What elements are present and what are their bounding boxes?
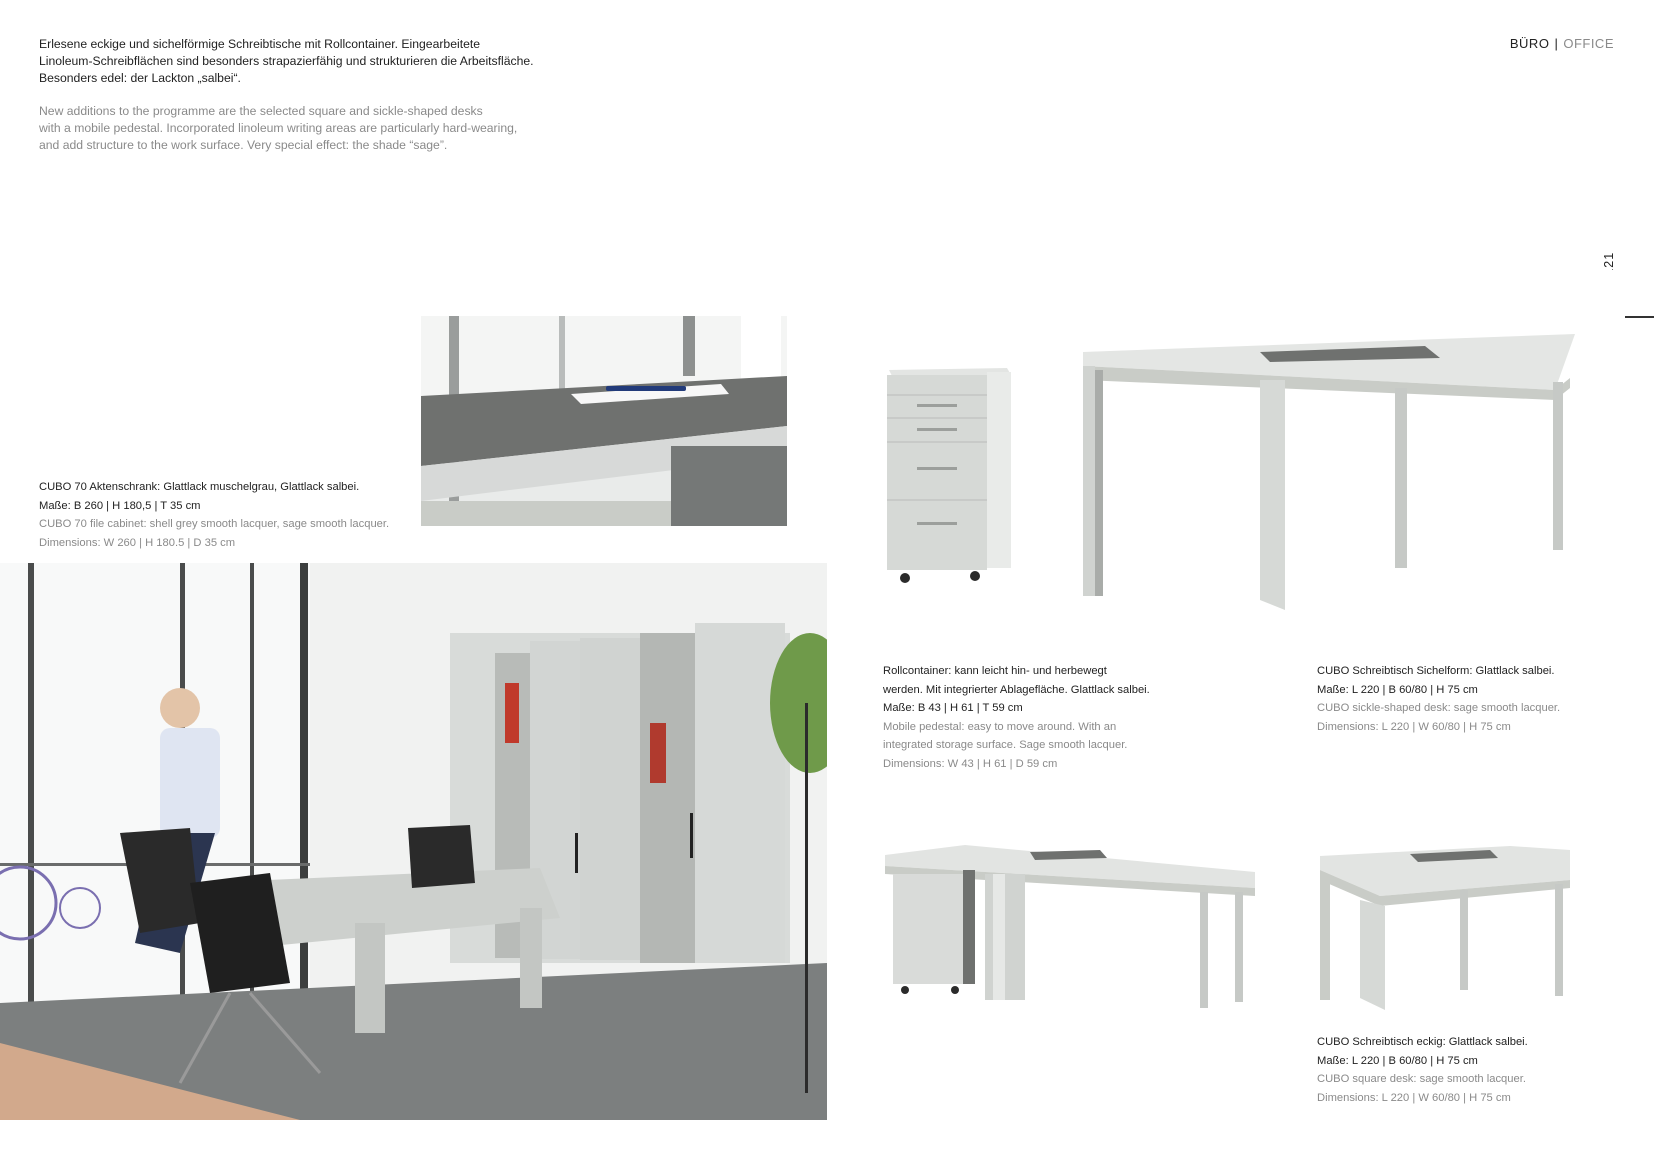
caption-sickle-dims-de: Maße: L 220 | B 60/80 | H 75 cm (1317, 683, 1478, 696)
desk-detail-photo (421, 316, 787, 526)
intro-de-line: Linoleum-Schreibflächen sind besonders strapazierfähig und strukturieren die Arbeitsfläche. (39, 54, 534, 68)
section-label-en: OFFICE (1563, 36, 1614, 51)
caption-pedestal-line1-en: Mobile pedestal: easy to move around. With an (883, 720, 1117, 733)
intro-de-line: Besonders edel: der Lackton „salbei“. (39, 71, 241, 85)
section-separator: | (1554, 36, 1559, 51)
section-label-de: BÜRO (1509, 36, 1550, 51)
mobile-pedestal-illustration (887, 368, 1011, 583)
caption-square-desk (1317, 1033, 1528, 1107)
intro-en-line: New additions to the programme are the selected square and sickle-shaped desks (39, 104, 483, 118)
intro-text-en (39, 103, 559, 154)
caption-pedestal-dims-en: Dimensions: W 43 | H 61 | D 59 cm (883, 757, 1058, 770)
caption-cabinet-dims-en: Dimensions: W 260 | H 180.5 | D 35 cm (39, 536, 236, 549)
caption-pedestal-line2-de: werden. Mit integrierter Ablagefläche. Glattlack salbei. (883, 683, 1150, 696)
office-room-photo (0, 563, 827, 1120)
caption-pedestal (883, 662, 1150, 773)
intro-text-de (39, 36, 559, 87)
intro-en-line: and add structure to the work surface. Very special effect: the shade “sage”. (39, 138, 448, 152)
caption-pedestal-dims-de: Maße: B 43 | H 61 | T 59 cm (883, 702, 1023, 714)
intro-en-line: with a mobile pedestal. Incorporated linoleum writing areas are particularly hard-wearing, (39, 121, 518, 135)
caption-sickle-dims-en: Dimensions: L 220 | W 60/80 | H 75 cm (1317, 720, 1511, 733)
caption-pedestal-line1-de: Rollcontainer: kann leicht hin- und herbewegt (883, 665, 1107, 677)
caption-pedestal-line2-en: integrated storage surface. Sage smooth lacquer. (883, 739, 1128, 751)
caption-cabinet-dims-de: Maße: B 260 | H 180,5 | T 35 cm (39, 499, 201, 512)
caption-square-dims-en: Dimensions: L 220 | W 60/80 | H 75 cm (1317, 1091, 1511, 1104)
desk-with-pedestal-photo (875, 800, 1255, 1015)
caption-square-title-en: CUBO square desk: sage smooth lacquer. (1317, 1073, 1526, 1085)
caption-cabinet-title-en: CUBO 70 file cabinet: shell grey smooth lacquer, sage smooth lacquer. (39, 518, 390, 530)
caption-sickle-desk (1317, 662, 1560, 736)
caption-cabinet (39, 478, 389, 552)
caption-cabinet-title-de: CUBO 70 Aktenschrank: Glattlack muschelgrau, Glattlack salbei. (39, 481, 360, 493)
intro-de-line: Erlesene eckige und sichelförmige Schreibtische mit Rollcontainer. Eingearbeitete (39, 37, 481, 51)
section-header (1510, 36, 1614, 51)
caption-square-dims-de: Maße: L 220 | B 60/80 | H 75 cm (1317, 1054, 1478, 1067)
sickle-desk-photo (865, 270, 1625, 655)
square-desk-photo (1300, 810, 1580, 1015)
caption-sickle-title-en: CUBO sickle-shaped desk: sage smooth lacquer. (1317, 702, 1561, 714)
caption-sickle-title-de: CUBO Schreibtisch Sichelform: Glattlack salbei. (1317, 665, 1555, 677)
caption-square-title-de: CUBO Schreibtisch eckig: Glattlack salbei. (1317, 1036, 1528, 1048)
